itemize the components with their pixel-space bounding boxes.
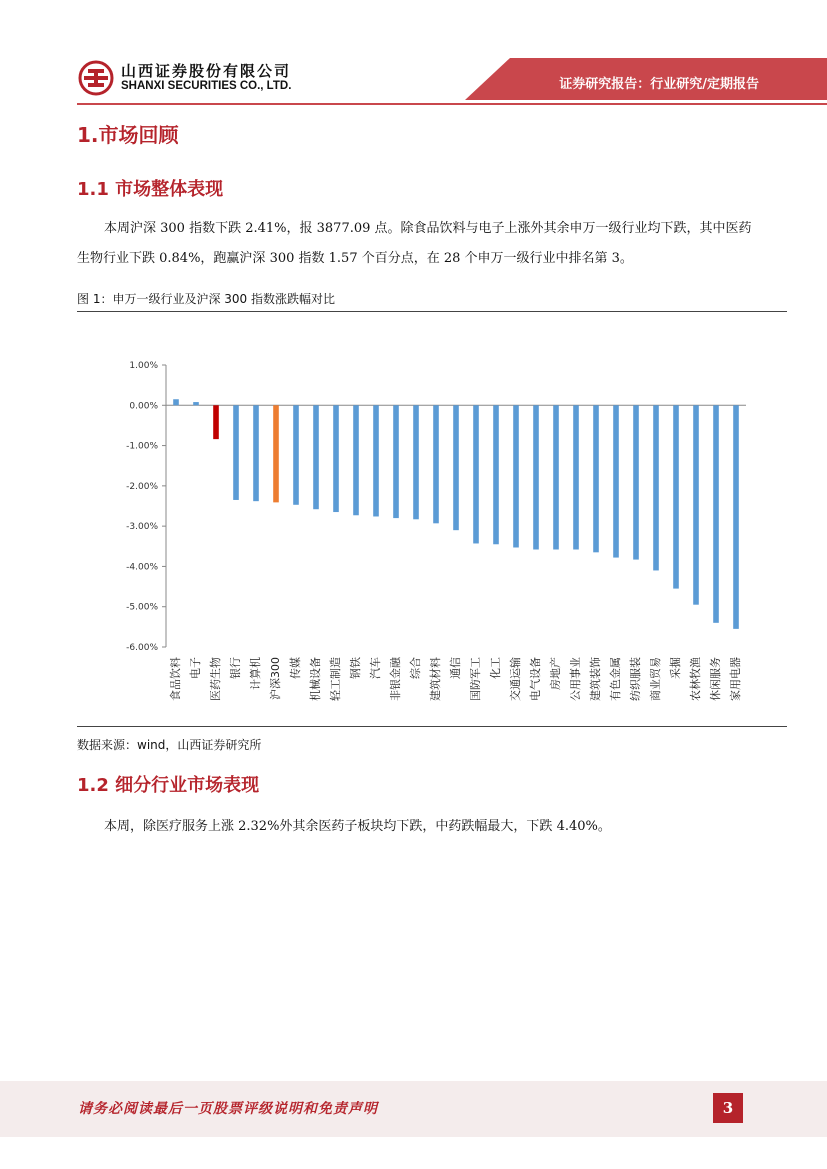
company-name-en: SHANXI SECURITIES CO., LTD. xyxy=(121,80,292,92)
bar-18 xyxy=(513,405,519,547)
y-tick-label: 0.00% xyxy=(129,401,158,412)
bar-12 xyxy=(393,405,399,518)
bar-16 xyxy=(473,405,479,543)
bar-25 xyxy=(653,405,659,570)
category-label: 汽车 xyxy=(369,657,382,679)
bar-15 xyxy=(453,405,459,530)
y-tick-label: -3.00% xyxy=(126,522,158,533)
category-label: 商业贸易 xyxy=(649,657,662,701)
category-label: 采掘 xyxy=(669,657,682,679)
bar-11 xyxy=(373,405,379,516)
y-tick-label: 1.00% xyxy=(129,361,158,371)
category-label: 机械设备 xyxy=(309,657,322,701)
bar-19 xyxy=(533,405,539,549)
figure-bottom-rule xyxy=(77,726,787,727)
y-tick-label: -2.00% xyxy=(126,481,158,492)
category-label: 有色金属 xyxy=(609,657,622,701)
bar-3 xyxy=(213,405,219,439)
page-number: 3 xyxy=(713,1093,743,1123)
category-label: 公用事业 xyxy=(569,657,582,701)
bar-5 xyxy=(253,405,259,501)
bar-7 xyxy=(293,405,299,505)
bar-21 xyxy=(573,405,579,549)
category-label: 休闲服务 xyxy=(709,657,722,701)
company-name-cn: 山西证券股份有限公司 xyxy=(121,62,292,80)
market-summary-paragraph: 本周沪深 300 指数下跌 2.41%，报 3877.09 点。除食品饮料与电子上涨外其余申万一级行业均下跌，其中医药生物行业下跌 0.84%，跑赢沪深 300 指数 1.57 个百分点，在 28 个申万一级行业中排名第 3。 xyxy=(77,221,752,266)
y-tick-label: -1.00% xyxy=(126,441,158,452)
category-label: 综合 xyxy=(409,657,422,679)
category-label: 沪深300 xyxy=(269,657,282,700)
bar-2 xyxy=(193,402,199,405)
category-label: 食品饮料 xyxy=(169,657,182,701)
bar-22 xyxy=(593,405,599,552)
category-label: 农林牧渔 xyxy=(689,657,702,701)
category-label: 传媒 xyxy=(289,657,302,679)
bar-13 xyxy=(413,405,419,519)
bar-9 xyxy=(333,405,339,512)
category-label: 纺织服装 xyxy=(629,657,642,701)
category-label: 国防军工 xyxy=(469,657,482,701)
category-label: 电子 xyxy=(189,657,202,679)
y-tick-label: -6.00% xyxy=(126,643,158,653)
bar-28 xyxy=(713,405,719,623)
category-label: 房地产 xyxy=(549,657,562,690)
category-label: 钢铁 xyxy=(349,657,362,679)
category-label: 交通运输 xyxy=(509,657,522,701)
category-label: 家用电器 xyxy=(729,657,742,701)
figure-1-title: 图 1：申万一级行业及沪深 300 指数涨跌幅对比 xyxy=(77,292,335,306)
y-tick-label: -4.00% xyxy=(126,562,158,573)
category-label: 通信 xyxy=(449,657,462,679)
bar-26 xyxy=(673,405,679,588)
bar-1 xyxy=(173,399,179,405)
section-1-2-title: 1.2 细分行业市场表现 xyxy=(77,775,260,796)
category-label: 建筑材料 xyxy=(429,657,442,701)
category-label: 非银金融 xyxy=(389,657,402,701)
bar-4 xyxy=(233,405,239,500)
bar-10 xyxy=(353,405,359,515)
bar-17 xyxy=(493,405,499,544)
section-1-title: 1.市场回顾 xyxy=(77,123,179,147)
bar-23 xyxy=(613,405,619,557)
subsector-summary-paragraph: 本周，除医疗服务上涨 2.32%外其余医药子板块均下跌，中药跌幅最大，下跌 4.40%。 xyxy=(104,819,611,834)
category-label: 计算机 xyxy=(249,657,262,690)
report-type: 证券研究报告：行业研究/定期报告 xyxy=(559,77,759,92)
bar-8 xyxy=(313,405,319,509)
figure-1-source: 数据来源：wind，山西证券研究所 xyxy=(77,738,262,752)
bar-27 xyxy=(693,405,699,604)
section-1-1-title: 1.1 市场整体表现 xyxy=(77,179,224,200)
footer-disclaimer: 请务必阅读最后一页股票评级说明和免责声明 xyxy=(78,1101,378,1117)
category-label: 银行 xyxy=(229,657,242,679)
category-label: 医药生物 xyxy=(209,657,222,701)
bar-29 xyxy=(733,405,739,629)
category-label: 轻工制造 xyxy=(329,657,342,701)
y-tick-label: -5.00% xyxy=(126,602,158,613)
category-label: 化工 xyxy=(489,657,502,679)
category-label: 建筑装饰 xyxy=(589,657,602,701)
category-label: 电气设备 xyxy=(529,657,542,701)
bar-6 xyxy=(273,405,279,502)
bar-20 xyxy=(553,405,559,549)
bar-24 xyxy=(633,405,639,559)
bar-14 xyxy=(433,405,439,523)
